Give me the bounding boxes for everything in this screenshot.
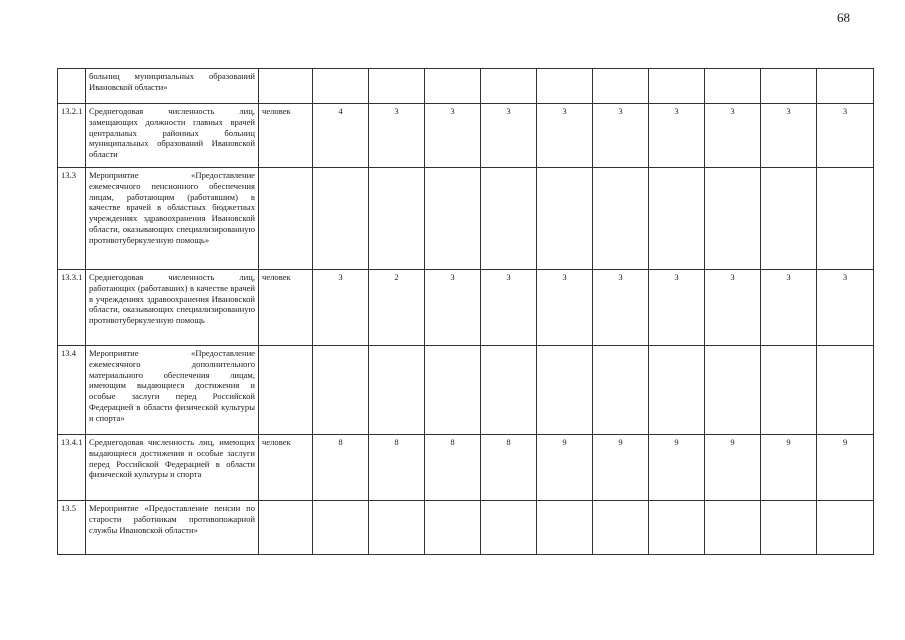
row-name: Среднегодовая численность лиц, работающих (работавших) в качестве врачей в учреждениях здравоохранения Ивановской области, оказывающих специализированную противотуберкулезную помощь xyxy=(86,270,259,346)
value-cell: 3 xyxy=(425,270,481,346)
value-cell: 3 xyxy=(705,104,761,168)
value-cell: 3 xyxy=(817,270,874,346)
value-cell xyxy=(593,69,649,104)
row-name: больниц муниципальных образований Ивановской области» xyxy=(86,69,259,104)
row-number: 13.3 xyxy=(58,168,86,270)
row-number: 13.3.1 xyxy=(58,270,86,346)
value-cell xyxy=(761,168,817,270)
value-cell xyxy=(649,168,705,270)
value-cell xyxy=(369,168,425,270)
value-cell xyxy=(313,346,369,435)
value-cell: 9 xyxy=(593,435,649,501)
row-unit xyxy=(259,501,313,555)
value-cell xyxy=(705,501,761,555)
value-cell: 4 xyxy=(313,104,369,168)
row-name: Мероприятие «Предоставление ежемесячного дополнительного материального обеспечения лицам, имеющим выдающиеся достижения и особые заслуги перед Российской Федерацией в области физической культуры и спорта» xyxy=(86,346,259,435)
value-cell: 3 xyxy=(481,104,537,168)
value-cell xyxy=(761,346,817,435)
value-cell xyxy=(817,501,874,555)
value-cell: 8 xyxy=(369,435,425,501)
value-cell xyxy=(481,346,537,435)
value-cell: 3 xyxy=(593,104,649,168)
value-cell xyxy=(537,501,593,555)
value-cell xyxy=(425,168,481,270)
value-cell xyxy=(369,346,425,435)
row-number: 13.4.1 xyxy=(58,435,86,501)
row-unit: человек xyxy=(259,104,313,168)
value-cell xyxy=(481,69,537,104)
value-cell: 9 xyxy=(761,435,817,501)
row-name: Мероприятие «Предоставление пенсии по старости работникам противопожарной службы Ивановской области» xyxy=(86,501,259,555)
value-cell xyxy=(537,346,593,435)
row-number: 13.2.1 xyxy=(58,104,86,168)
value-cell xyxy=(705,168,761,270)
value-cell xyxy=(593,501,649,555)
value-cell: 3 xyxy=(649,270,705,346)
value-cell: 3 xyxy=(817,104,874,168)
value-cell xyxy=(705,346,761,435)
value-cell xyxy=(313,501,369,555)
value-cell: 3 xyxy=(705,270,761,346)
value-cell xyxy=(705,69,761,104)
value-cell xyxy=(817,168,874,270)
row-unit xyxy=(259,346,313,435)
value-cell: 9 xyxy=(649,435,705,501)
value-cell xyxy=(481,168,537,270)
value-cell xyxy=(537,168,593,270)
row-number: 13.4 xyxy=(58,346,86,435)
value-cell xyxy=(761,501,817,555)
row-name: Среднегодовая численность лиц, замещающих должности главных врачей центральных районных больниц муниципальных образований Ивановской области xyxy=(86,104,259,168)
value-cell: 3 xyxy=(649,104,705,168)
value-cell xyxy=(817,346,874,435)
value-cell: 3 xyxy=(425,104,481,168)
value-cell xyxy=(313,69,369,104)
table-row xyxy=(58,270,874,346)
value-cell xyxy=(761,69,817,104)
value-cell: 3 xyxy=(537,270,593,346)
value-cell xyxy=(425,69,481,104)
value-cell xyxy=(425,346,481,435)
value-cell xyxy=(593,168,649,270)
value-cell xyxy=(649,501,705,555)
row-name: Среднегодовая численность лиц, имеющих выдающиеся достижения и особые заслуги перед Российской Федерацией в области физической культуры и спорта xyxy=(86,435,259,501)
table-row xyxy=(58,501,874,555)
value-cell xyxy=(537,69,593,104)
table-row xyxy=(58,69,874,104)
row-number: 13.5 xyxy=(58,501,86,555)
value-cell xyxy=(481,501,537,555)
value-cell xyxy=(649,346,705,435)
row-name: Мероприятие «Предоставление ежемесячного пенсионного обеспечения лицам, работающим (работавшим) в качестве врачей в областных бюджетных учреждениях здравоохранения Ивановской области, оказывающих специализированную противотуберкулезную помощь» xyxy=(86,168,259,270)
table-row xyxy=(58,168,874,270)
indicators-table xyxy=(57,68,874,555)
table-row xyxy=(58,435,874,501)
page-number: 68 xyxy=(837,10,850,25)
value-cell xyxy=(817,69,874,104)
value-cell: 3 xyxy=(313,270,369,346)
row-unit: человек xyxy=(259,435,313,501)
row-unit: человек xyxy=(259,270,313,346)
value-cell: 9 xyxy=(705,435,761,501)
value-cell: 2 xyxy=(369,270,425,346)
value-cell: 3 xyxy=(481,270,537,346)
table-row xyxy=(58,104,874,168)
row-number xyxy=(58,69,86,104)
value-cell: 3 xyxy=(761,270,817,346)
value-cell: 3 xyxy=(761,104,817,168)
value-cell: 3 xyxy=(369,104,425,168)
value-cell: 8 xyxy=(481,435,537,501)
row-unit xyxy=(259,69,313,104)
value-cell xyxy=(313,168,369,270)
table-row xyxy=(58,346,874,435)
value-cell: 9 xyxy=(817,435,874,501)
value-cell xyxy=(425,501,481,555)
value-cell: 3 xyxy=(593,270,649,346)
value-cell xyxy=(369,69,425,104)
row-unit xyxy=(259,168,313,270)
value-cell xyxy=(369,501,425,555)
value-cell xyxy=(593,346,649,435)
value-cell: 3 xyxy=(537,104,593,168)
value-cell: 9 xyxy=(537,435,593,501)
value-cell: 8 xyxy=(425,435,481,501)
value-cell xyxy=(649,69,705,104)
value-cell: 8 xyxy=(313,435,369,501)
